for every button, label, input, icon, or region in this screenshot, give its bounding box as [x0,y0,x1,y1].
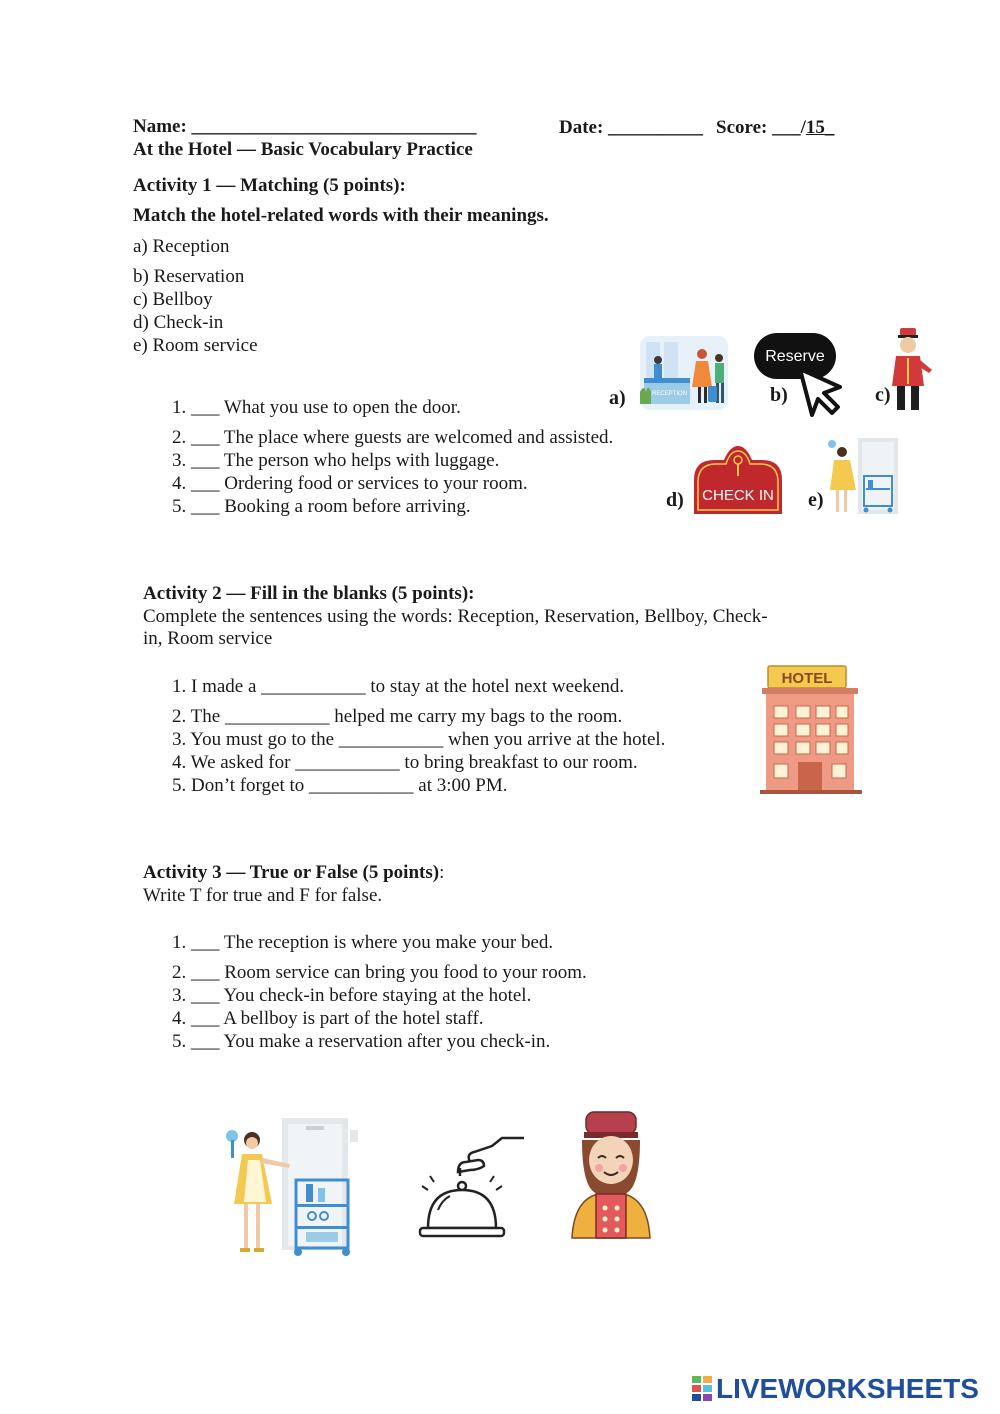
fill-blank-item[interactable]: 2. The ___________ helped me carry my bags to the room. [172,706,623,727]
reserve-button-text: Reserve [765,348,825,365]
activity1-items [172,396,613,518]
room-service-illustration [818,436,904,516]
page-title: At the Hotel — Basic Vocabulary Practice [133,139,473,160]
word-item: c) Bellboy [133,289,213,310]
checkin-sign-text: CHECK IN [702,487,774,504]
reception-sign-text: RECEPTION [652,391,688,397]
liveworksheets-logo[interactable] [692,1373,979,1405]
bellhop-girl-illustration [568,1108,654,1240]
image-label-d: d) [666,489,684,511]
score-total: 15_ [805,117,835,138]
reception-illustration [636,334,732,414]
activity2-heading: Activity 2 — Fill in the blanks (5 points): [143,583,475,604]
activity3-instruction: Write T for true and F for false. [143,885,383,906]
fill-blank-item[interactable]: 3. You must go to the ___________ when you arrive at the hotel. [172,729,666,750]
activity1-heading: Activity 1 — Matching (5 points): [133,175,406,196]
activity3-heading-text: Activity 3 — True or False (5 points) [143,862,440,883]
true-false-item[interactable]: 4. ___ A bellboy is part of the hotel staff. [172,1008,484,1029]
activity3-heading-colon: : [439,862,445,883]
reserve-button-illustration [754,333,842,417]
activity2-instruction-line1: Complete the sentences using the words: Reception, Reservation, Bellboy, Check- [143,606,768,627]
matching-item[interactable]: 2. ___ The place where guests are welcomed and assisted. [172,427,614,448]
matching-item[interactable]: 4. ___ Ordering food or services to your room. [172,473,528,494]
checkin-sign-illustration [690,446,786,516]
word-item: b) Reservation [133,266,245,287]
activity2-items [172,675,665,797]
matching-item[interactable]: 5. ___ Booking a room before arriving. [172,496,471,517]
activity1-instruction: Match the hotel-related words with their meanings. [133,205,549,226]
hotel-building-illustration [760,666,864,796]
activity2-instruction [143,606,768,650]
matching-item[interactable]: 1. ___ What you use to open the door. [172,397,461,418]
true-false-item[interactable]: 1. ___ The reception is where you make your bed. [172,932,554,953]
activity3-items [172,931,587,1053]
maid-cart-illustration [222,1116,364,1258]
word-item: d) Check-in [133,312,224,333]
liveworksheets-brand-text: LIVEWORKSHEETS [716,1373,979,1404]
activity1-word-list [133,235,258,357]
score-field [716,117,834,139]
matching-item[interactable]: 3. ___ The person who helps with luggage. [172,450,500,471]
fill-blank-item[interactable]: 4. We asked for ___________ to bring breakfast to our room. [172,752,638,773]
true-false-item[interactable]: 2. ___ Room service can bring you food to your room. [172,962,587,983]
image-label-b: b) [770,384,788,406]
true-false-item[interactable]: 5. ___ You make a reservation after you check-in. [172,1031,551,1052]
fill-blank-item[interactable]: 1. I made a ___________ to stay at the hotel next weekend. [172,676,625,697]
score-label: Score: ___/ [716,117,806,138]
name-field[interactable]: Name: ______________________________ [133,116,477,137]
true-false-item[interactable]: 3. ___ You check-in before staying at the hotel. [172,985,532,1006]
word-item: a) Reception [133,236,230,257]
image-label-c: c) [875,384,891,406]
date-field[interactable]: Date: __________ [559,117,704,138]
image-label-e: e) [808,489,824,511]
image-label-a: a) [609,387,626,409]
activity2-instruction-line2: in, Room service [143,628,273,649]
activity3-heading [143,862,444,884]
service-bell-icon [418,1132,528,1240]
word-item: e) Room service [133,335,258,356]
liveworksheets-logo-icon [692,1376,714,1402]
fill-blank-item[interactable]: 5. Don’t forget to ___________ at 3:00 PM. [172,775,508,796]
hotel-sign-text: HOTEL [781,670,833,687]
bellboy-illustration [888,328,938,412]
